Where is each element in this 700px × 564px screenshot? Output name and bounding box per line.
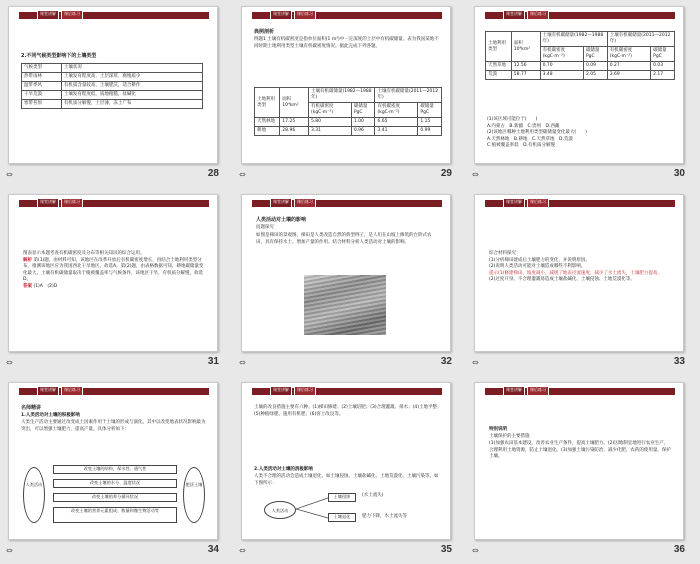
table-cell: 1.00 bbox=[351, 118, 375, 127]
slide-number: 30 bbox=[673, 168, 685, 179]
slide-transition-icon[interactable]: ⇔ bbox=[6, 546, 13, 555]
body-line: (1)分析梯田建成后土壤肥力的变化，并说明原因。 bbox=[489, 257, 590, 263]
table-cell: 土壤发育程度高，土层深厚，腐殖质少 bbox=[61, 73, 202, 82]
table-header: 土壤状况 bbox=[61, 64, 202, 73]
body-line: 综合材料探究： bbox=[489, 251, 521, 256]
slide-body: 例题1 土壤有机碳密度是指单位面积(1 m²)中一定深度的土层中有机碳储量。表为我国某地不同时期土地利用类型土壤有机碳密度情况。据此完成下列各题。 bbox=[254, 37, 439, 49]
table-subheader: 碳储量PgC bbox=[418, 103, 442, 118]
slide-transition-icon[interactable]: ⇔ bbox=[239, 170, 246, 179]
slide-transition-icon[interactable]: ⇔ bbox=[6, 358, 13, 367]
human-activity-label: 人类活动 bbox=[23, 467, 45, 523]
table-subheader: 碳储量PgC bbox=[351, 103, 375, 118]
question-line: C.植被覆盖率低 D.有机质分解慢 bbox=[487, 143, 555, 148]
table-cell: 0.96 bbox=[351, 127, 375, 136]
answer-text: (1)A (2)D bbox=[33, 283, 58, 289]
slide-number: 36 bbox=[673, 544, 685, 555]
table-cell: 6.65 bbox=[375, 118, 418, 127]
slide-header-bar bbox=[242, 12, 450, 19]
slide-thumbnail[interactable] bbox=[241, 6, 451, 164]
slide-body: 如图是梯田的景观图。梯田是人类改造自然的典型例子，是人们在山坡上修筑的台阶式农田，具有保持水土、增加产量的作用。结合材料分析人类活动对土壤的影响。 bbox=[256, 233, 432, 245]
table-header: 土地利用类型 bbox=[255, 88, 280, 118]
slide-thumbnail[interactable] bbox=[8, 194, 218, 352]
table-cell: 有机质分解慢，土层薄，冻土广布 bbox=[61, 100, 202, 109]
table-cell: 天然草地 bbox=[486, 62, 512, 71]
slide-transition-icon[interactable]: ⇔ bbox=[472, 170, 479, 179]
header-tab-label: 课后练习 bbox=[530, 11, 546, 16]
table-cell: 3.31 bbox=[308, 127, 351, 136]
slide-subtitle: 2.人类活动对土壤的消极影响 bbox=[254, 467, 313, 472]
header-tab-label: 课堂讲解 bbox=[40, 387, 56, 392]
header-tab-label: 课后练习 bbox=[530, 387, 546, 392]
carbon-table bbox=[485, 31, 675, 80]
table-subheader: 碳储量PgC bbox=[583, 47, 607, 62]
table-cell: 12.56 bbox=[511, 62, 540, 71]
header-tab-label: 课后练习 bbox=[297, 11, 313, 16]
table-subheader: 有机碳密度(kgC·m⁻²) bbox=[375, 103, 418, 118]
table-header: 土壤有机碳储量(2011—2012年) bbox=[607, 32, 674, 47]
header-tab-label: 课堂讲解 bbox=[40, 11, 56, 16]
question-list bbox=[487, 117, 673, 150]
diagram-note: 肥力下降，水土流失等 bbox=[362, 514, 407, 519]
table-subheader: 有机碳密度(kgC·m⁻²) bbox=[540, 47, 583, 62]
slide-thumb-cell[interactable] bbox=[466, 188, 699, 376]
slide-thumbnail[interactable] bbox=[241, 382, 451, 540]
table-subheader: 有机碳密度(kgC·m⁻²) bbox=[308, 103, 351, 118]
body-line: (2)过度开垦、不合理灌溉易造成土壤盐碱化、土壤侵蚀、土地荒漠化等。 bbox=[489, 277, 635, 282]
slide-thumbnail[interactable] bbox=[474, 194, 684, 352]
table-subheader: 碳储量PgC bbox=[651, 47, 675, 62]
slide-thumb-cell[interactable] bbox=[0, 376, 233, 564]
table-cell: 0.99 bbox=[418, 127, 442, 136]
body-line: (2)说明人类活动可能对土壤造成哪些不利影响。 bbox=[489, 264, 586, 269]
slide-number: 28 bbox=[207, 168, 219, 179]
slide-number: 29 bbox=[440, 168, 452, 179]
slide-body: 土壤的改良措施主要有六种。(1)梯田修建；(2)土壤培肥；(3)合理灌溉、排水；(4)土地平整；(5)种植绿肥、施用有机肥；(6)客土改良等。 bbox=[254, 405, 442, 417]
answer-label: 答案 bbox=[23, 283, 32, 289]
header-tab-label: 课堂讲解 bbox=[506, 199, 522, 204]
header-tab-label: 课堂讲解 bbox=[273, 11, 289, 16]
slide-title: 特别说明 bbox=[489, 427, 507, 432]
slide-header-bar bbox=[9, 200, 217, 207]
carbon-table bbox=[254, 87, 442, 136]
question-line: (1)该区域可能位于( ) bbox=[487, 117, 538, 122]
slide-title: 人类活动对土壤的影响 bbox=[256, 217, 307, 223]
effect-box: 改变土壤的水分、温度状况 bbox=[53, 479, 177, 488]
diagram-note: (水土流失) bbox=[362, 493, 384, 498]
table-cell: 温带季风 bbox=[22, 82, 62, 91]
table-cell: 5.80 bbox=[308, 118, 351, 127]
table-cell: 0.09 bbox=[583, 62, 607, 71]
slide-thumbnail[interactable] bbox=[8, 382, 218, 540]
slide-header-bar bbox=[242, 388, 450, 395]
slide-header-bar bbox=[242, 200, 450, 207]
table-cell: 耕地 bbox=[255, 127, 280, 136]
slide-transition-icon[interactable]: ⇔ bbox=[239, 546, 246, 555]
header-tab-label: 课堂讲解 bbox=[506, 387, 522, 392]
question-line: A.内蒙古 B.新疆 C.贵州 D.西藏 bbox=[487, 123, 560, 129]
slide-header-bar bbox=[475, 200, 683, 207]
slide-number: 34 bbox=[207, 544, 219, 555]
slide-thumb-cell[interactable] bbox=[233, 0, 466, 188]
slide-thumbnail[interactable] bbox=[241, 194, 451, 352]
diagram-arrows bbox=[296, 495, 330, 523]
slide-header-bar bbox=[475, 12, 683, 19]
table-cell: 3.41 bbox=[375, 127, 418, 136]
slide-thumb-cell[interactable] bbox=[466, 0, 699, 188]
header-tab-label: 课后练习 bbox=[297, 199, 313, 204]
slide-thumb-cell[interactable] bbox=[233, 188, 466, 376]
table-cell: 58.77 bbox=[511, 71, 540, 80]
slide-body: 人类生产活动主要通过改变成土因素作用于土壤的形成与演化。其中以改变地表状况影响最为突出，可以增强土壤肥力，提高产量。具体分析如下： bbox=[21, 420, 206, 432]
question-line: (2)该地区哪种土地利用类型碳储量变化最大( ) bbox=[487, 130, 587, 135]
table-cell: 天然林地 bbox=[255, 118, 280, 127]
table-cell: 0.27 bbox=[607, 62, 650, 71]
slide-number: 33 bbox=[673, 356, 685, 367]
diagram-node: 土壤退化 bbox=[328, 513, 356, 522]
diagram-node: 土壤侵蚀 bbox=[328, 493, 356, 502]
slide-subtitle: 问题探究 bbox=[256, 225, 274, 230]
question-line: A.天然林地 B.耕地 C.天然草地 D.荒漠 bbox=[487, 136, 573, 142]
slide-transition-icon[interactable]: ⇔ bbox=[6, 170, 13, 179]
header-tab-label: 课后练习 bbox=[530, 199, 546, 204]
slide-number: 35 bbox=[440, 544, 452, 555]
table-subheader: 有机碳密度(kgC·m⁻²) bbox=[607, 47, 650, 62]
table-cell: 3.48 bbox=[540, 71, 583, 80]
slide-body bbox=[489, 251, 671, 284]
slide-subtitle: 土壤保护的主要措施 bbox=[489, 434, 530, 439]
table-cell: 土壤发育程度低，质地粗糙，盐碱化 bbox=[61, 91, 202, 100]
slide-thumb-cell[interactable] bbox=[233, 376, 466, 564]
header-tab-label: 课后练习 bbox=[297, 387, 313, 392]
slide-thumbnail[interactable] bbox=[8, 6, 218, 164]
header-tab-label: 课堂讲解 bbox=[273, 387, 289, 392]
slide-header-bar bbox=[475, 388, 683, 395]
slide-header-bar bbox=[9, 12, 217, 19]
slide-number: 32 bbox=[440, 356, 452, 367]
table-header: 面积 10⁴km² bbox=[511, 32, 540, 62]
table-header: 土壤有机碳储量(2011—2012年) bbox=[375, 88, 442, 103]
slide-subtitle: 1.人类活动对土壤的积极影响 bbox=[21, 413, 80, 418]
slide-body-2: 人类不合理的活动会造成土壤退化，如土壤侵蚀、土壤盐碱化、土地荒漠化、土壤污染等。如下图所示： bbox=[254, 474, 439, 486]
table-cell: 17.25 bbox=[280, 118, 309, 127]
header-tab-label: 课后练习 bbox=[64, 199, 80, 204]
fertile-soil-label: 肥沃土壤 bbox=[183, 467, 205, 523]
table-header: 土壤有机碳储量(1982—1988年) bbox=[540, 32, 607, 47]
effect-box: 改变土壤的养分循环状况 bbox=[53, 493, 177, 502]
slide-thumb-cell[interactable] bbox=[466, 376, 699, 564]
effect-box: 改变土壤的结构、保水性、通气性 bbox=[53, 465, 177, 474]
table-cell: 0.03 bbox=[651, 62, 675, 71]
table-cell: 热带雨林 bbox=[22, 73, 62, 82]
table-header: 土壤有机碳储量(1982—1988年) bbox=[308, 88, 375, 103]
slide-transition-icon[interactable]: ⇔ bbox=[472, 358, 479, 367]
table-cell: 28.96 bbox=[280, 127, 309, 136]
diagram-center: 人类活动 bbox=[264, 501, 296, 519]
analysis-text: 第(1)题，由材料可知，该地区在改革开放后有机碳密度增长，再结合土地利用类型分布，推测该地区应为我国西北干旱地区，故选A。第(2)题，由表格数据可知，耕地碳储量变化最大。土壤有机碳储量取决于植被覆盖率与气候条件，该地区干旱，有机质分解慢，故选D。 bbox=[23, 257, 204, 282]
slide-header-bar bbox=[9, 388, 217, 395]
climate-soil-table bbox=[21, 63, 203, 109]
slide-thumb-cell[interactable] bbox=[0, 188, 233, 376]
table-header: 面积 10⁴km² bbox=[280, 88, 309, 118]
hint-line: 提示(1)修建梯田，坡度减小，减缓了地表径流速度，减少了水土流失，土壤肥力提高。 bbox=[489, 270, 662, 276]
table-cell: 2.17 bbox=[651, 71, 675, 80]
table-cell: 3.69 bbox=[607, 71, 650, 80]
slide-number: 31 bbox=[207, 356, 219, 367]
slide-transition-icon[interactable]: ⇔ bbox=[239, 358, 246, 367]
table-cell: 荒漠 bbox=[486, 71, 512, 80]
table-cell: 干旱荒漠 bbox=[22, 91, 62, 100]
slide-transition-icon[interactable]: ⇔ bbox=[472, 546, 479, 555]
header-tab-label: 课后练习 bbox=[64, 387, 80, 392]
slide-title: 2.不同气候类型影响下的土壤类型 bbox=[21, 53, 97, 59]
intro-text: 图表显示本题考查有机碳密度及分布等相关知识的综合运用。 bbox=[23, 251, 145, 256]
terrace-photo bbox=[304, 275, 386, 335]
table-cell: 0.70 bbox=[540, 62, 583, 71]
table-cell: 寒带苔原 bbox=[22, 100, 62, 109]
header-tab-label: 课堂讲解 bbox=[273, 199, 289, 204]
table-cell: 2.05 bbox=[583, 71, 607, 80]
slide-thumbnail[interactable] bbox=[474, 382, 684, 540]
table-header: 土地利用类型 bbox=[486, 32, 512, 62]
table-cell: 1.15 bbox=[418, 118, 442, 127]
slide-thumbnail[interactable] bbox=[474, 6, 684, 164]
effect-box: 改变土壤的营养元素组成、数量和微生物活动等 bbox=[53, 507, 177, 523]
header-tab-label: 课堂讲解 bbox=[506, 11, 522, 16]
table-header: 气候类型 bbox=[22, 64, 62, 73]
table-cell: 有机质含量较高，土壤肥沃，适合耕作 bbox=[61, 82, 202, 91]
slide-body bbox=[23, 251, 205, 290]
slide-thumb-cell[interactable] bbox=[0, 0, 233, 188]
header-tab-label: 课堂讲解 bbox=[40, 199, 56, 204]
slide-title: 典例剖析 bbox=[254, 29, 275, 35]
slide-body: (1)加强农田基本建设，改善农业生产条件，提高土壤肥力。(2)因地制宜地进行农业生产，合理利用土地资源，防止土壤退化。(3)加强土壤污染防治，减少化肥、农药的使用量，保护土壤。 bbox=[489, 441, 671, 459]
analysis-label: 解析 bbox=[23, 257, 32, 263]
slide-title: 名师精讲 bbox=[21, 405, 42, 411]
header-tab-label: 课后练习 bbox=[64, 11, 80, 16]
